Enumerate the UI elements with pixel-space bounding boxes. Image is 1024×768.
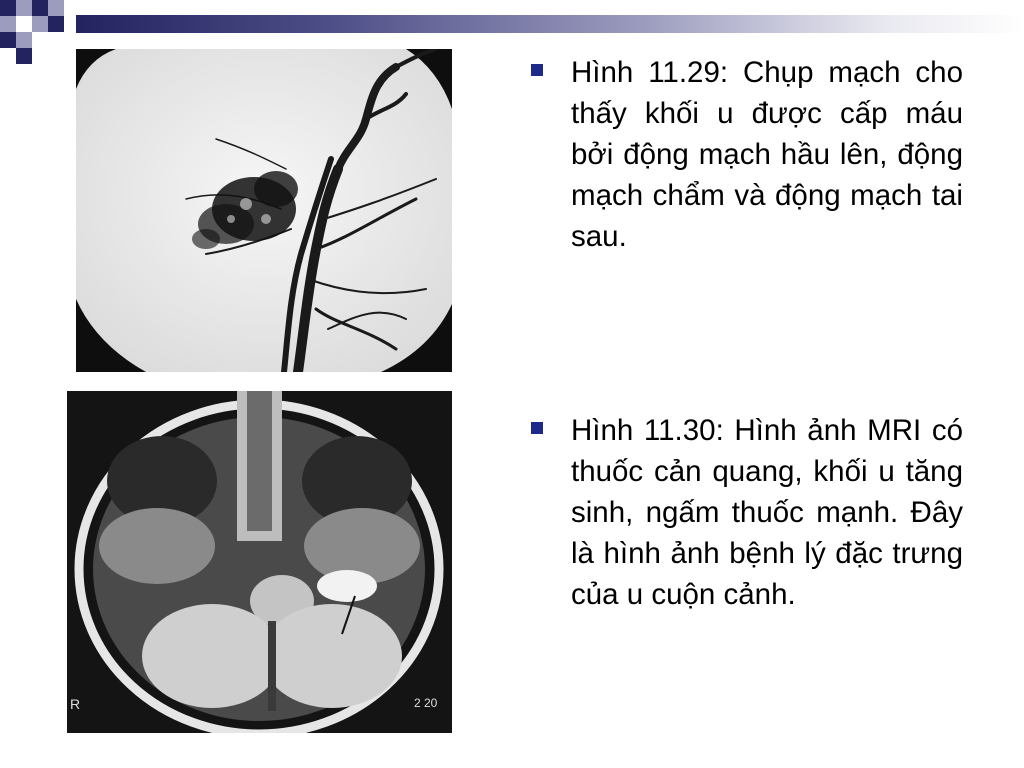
- angiography-image: [76, 49, 452, 372]
- bullet-text: Hình 11.30: Hình ảnh MRI có thuốc cản quang, khối u tăng sinh, ngấm thuốc mạnh. Đây là hình ảnh bệnh lý đặc trưng của u cuộn cảnh.: [571, 414, 963, 611]
- svg-text:R: R: [70, 696, 81, 712]
- header-decoration-bar: [76, 15, 1024, 33]
- bullet-item-figure-11-30: [531, 410, 963, 615]
- bullet-item-figure-11-29: [531, 52, 963, 257]
- bullet-text: Hình 11.29: Chụp mạch cho thấy khối u được cấp máu bởi động mạch hầu lên, động mạch chẩm và động mạch tai sau.: [571, 56, 963, 253]
- bullet-square-icon: [531, 64, 543, 76]
- mri-image: [67, 391, 452, 733]
- svg-text:2 20: 2 20: [414, 696, 438, 710]
- header-decoration-squares: [0, 0, 80, 64]
- bullet-square-icon: [531, 422, 543, 434]
